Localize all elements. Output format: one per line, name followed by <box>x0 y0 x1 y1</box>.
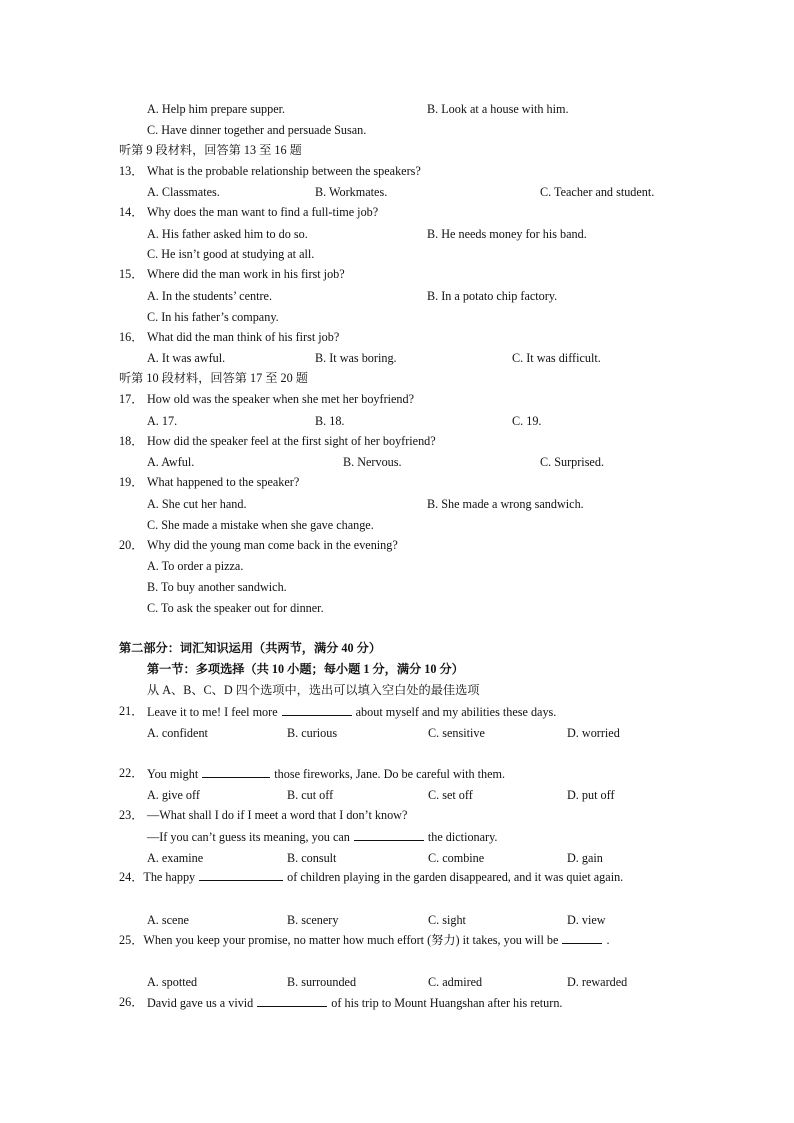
q24-number: 24． <box>119 870 144 884</box>
answer-blank <box>282 703 352 716</box>
q22-number: 22． <box>119 766 144 780</box>
q13-option-a: A. Classmates. <box>147 185 220 199</box>
q20-number: 20． <box>119 538 144 552</box>
q23-text-after-blank: the dictionary. <box>427 830 498 844</box>
q17-option-b: B. 18. <box>315 414 345 428</box>
q25-option-a: A. spotted <box>147 975 198 989</box>
q17-text: How old was the speaker when she met her boyfriend? <box>147 392 415 406</box>
q23-number: 23． <box>119 808 144 822</box>
q23-option-a: A. examine <box>147 851 204 865</box>
q21-number: 21． <box>119 704 144 718</box>
q19-text: What happened to the speaker? <box>147 475 300 489</box>
q12-option-a: A. Help him prepare supper. <box>147 102 286 116</box>
q23-dialogue-line-2 <box>147 828 497 845</box>
q17-option-c: C. 19. <box>512 414 542 428</box>
q17-option-a: A. 17. <box>147 414 178 428</box>
q13-text: What is the probable relationship between the speakers? <box>147 164 421 178</box>
answer-blank <box>257 994 327 1007</box>
q18-number: 18． <box>119 434 144 448</box>
q21-option-d: D. worried <box>567 726 620 740</box>
q13-option-c: C. Teacher and student. <box>540 185 655 199</box>
q22-text-before-blank: You might <box>147 767 199 781</box>
section-10-instruction: 听第 10 段材料，回答第 17 至 20 题 <box>119 371 308 385</box>
answer-blank <box>562 931 602 944</box>
q14-number: 14． <box>119 205 144 219</box>
q14-text: Why does the man want to find a full-time job? <box>147 205 379 219</box>
part-2-section-1-heading: 第一节：多项选择（共 10 小题；每小题 1 分，满分 10 分） <box>147 662 464 676</box>
q26-text-after-blank: of his trip to Mount Huangshan after his return. <box>331 996 563 1010</box>
q24-option-b: B. scenery <box>287 913 339 927</box>
q19-option-b: B. She made a wrong sandwich. <box>427 497 584 511</box>
q25-text-after-blank: . <box>606 933 610 947</box>
q25-option-d: D. rewarded <box>567 975 628 989</box>
q23-option-d: D. gain <box>567 851 603 865</box>
q22-text <box>147 765 505 782</box>
q15-option-b: B. In a potato chip factory. <box>427 289 558 303</box>
q18-option-b: B. Nervous. <box>343 455 402 469</box>
q18-text: How did the speaker feel at the first sight of her boyfriend? <box>147 434 436 448</box>
q19-number: 19． <box>119 475 144 489</box>
answer-blank <box>354 828 424 841</box>
q24-text <box>119 867 673 888</box>
q16-option-c: C. It was difficult. <box>512 351 601 365</box>
q26-text <box>147 994 562 1011</box>
q22-option-b: B. cut off <box>287 788 334 802</box>
q20-text: Why did the young man come back in the evening? <box>147 538 398 552</box>
q23-option-c: C. combine <box>428 851 485 865</box>
q21-text-after-blank: about myself and my abilities these days. <box>355 705 557 719</box>
q16-text: What did the man think of his first job? <box>147 330 340 344</box>
q24-option-a: A. scene <box>147 913 189 927</box>
q16-option-b: B. It was boring. <box>315 351 397 365</box>
q15-text: Where did the man work in his first job? <box>147 267 345 281</box>
q15-number: 15． <box>119 267 144 281</box>
q22-text-after-blank: those fireworks, Jane. Do be careful with them. <box>274 767 506 781</box>
q23-dialogue-line-1: —What shall I do if I meet a word that I don’t know? <box>147 808 408 822</box>
q16-number: 16． <box>119 330 144 344</box>
q15-option-a: A. In the students’ centre. <box>147 289 272 303</box>
q21-text-before-blank: Leave it to me! I feel more <box>147 705 278 719</box>
q24-option-c: C. sight <box>428 913 466 927</box>
q24-option-d: D. view <box>567 913 606 927</box>
q23-option-b: B. consult <box>287 851 337 865</box>
q21-option-b: B. curious <box>287 726 338 740</box>
q20-option-b: B. To buy another sandwich. <box>147 580 287 594</box>
q18-option-a: A. Awful. <box>147 455 195 469</box>
q12-option-b: B. Look at a house with him. <box>427 102 569 116</box>
q25-text <box>119 930 673 951</box>
q21-option-c: C. sensitive <box>428 726 485 740</box>
q14-option-a: A. His father asked him to do so. <box>147 227 308 241</box>
q26-number: 26． <box>119 995 144 1009</box>
q12-option-c: C. Have dinner together and persuade Susan. <box>147 123 367 137</box>
q25-number: 25． <box>119 933 144 947</box>
q18-option-c: C. Surprised. <box>540 455 604 469</box>
q19-option-c: C. She made a mistake when she gave change. <box>147 518 374 532</box>
q20-option-a: A. To order a pizza. <box>147 559 244 573</box>
part-2-heading: 第二部分：词汇知识运用（共两节，满分 40 分） <box>119 641 382 655</box>
q22-option-d: D. put off <box>567 788 615 802</box>
q14-option-c: C. He isn’t good at studying at all. <box>147 247 315 261</box>
q23-text-before-blank: —If you can’t guess its meaning, you can <box>147 830 350 844</box>
q17-number: 17． <box>119 392 144 406</box>
q25-text-before-blank: When you keep your promise, no matter how much effort (努力) it takes, you will be <box>143 933 559 947</box>
q14-option-b: B. He needs money for his band. <box>427 227 587 241</box>
q22-option-c: C. set off <box>428 788 473 802</box>
q21-text <box>147 703 556 720</box>
q19-option-a: A. She cut her hand. <box>147 497 247 511</box>
answer-blank <box>202 765 270 778</box>
q16-option-a: A. It was awful. <box>147 351 226 365</box>
q13-option-b: B. Workmates. <box>315 185 388 199</box>
q25-option-b: B. surrounded <box>287 975 357 989</box>
section-9-instruction: 听第 9 段材料，回答第 13 至 16 题 <box>119 143 302 157</box>
q22-option-a: A. give off <box>147 788 200 802</box>
q20-option-c: C. To ask the speaker out for dinner. <box>147 601 324 615</box>
q25-option-c: C. admired <box>428 975 483 989</box>
q24-text-before-blank: The happy <box>143 870 196 884</box>
q24-text-after-blank: of children playing in the garden disappeared, and it was quiet again. <box>287 870 624 884</box>
q15-option-c: C. In his father’s company. <box>147 310 279 324</box>
part-2-instruction: 从 A、B、C、D 四个选项中，选出可以填入空白处的最佳选项 <box>147 683 480 697</box>
answer-blank <box>199 868 283 881</box>
q13-number: 13． <box>119 164 144 178</box>
q26-text-before-blank: David gave us a vivid <box>147 996 254 1010</box>
q21-option-a: A. confident <box>147 726 208 740</box>
